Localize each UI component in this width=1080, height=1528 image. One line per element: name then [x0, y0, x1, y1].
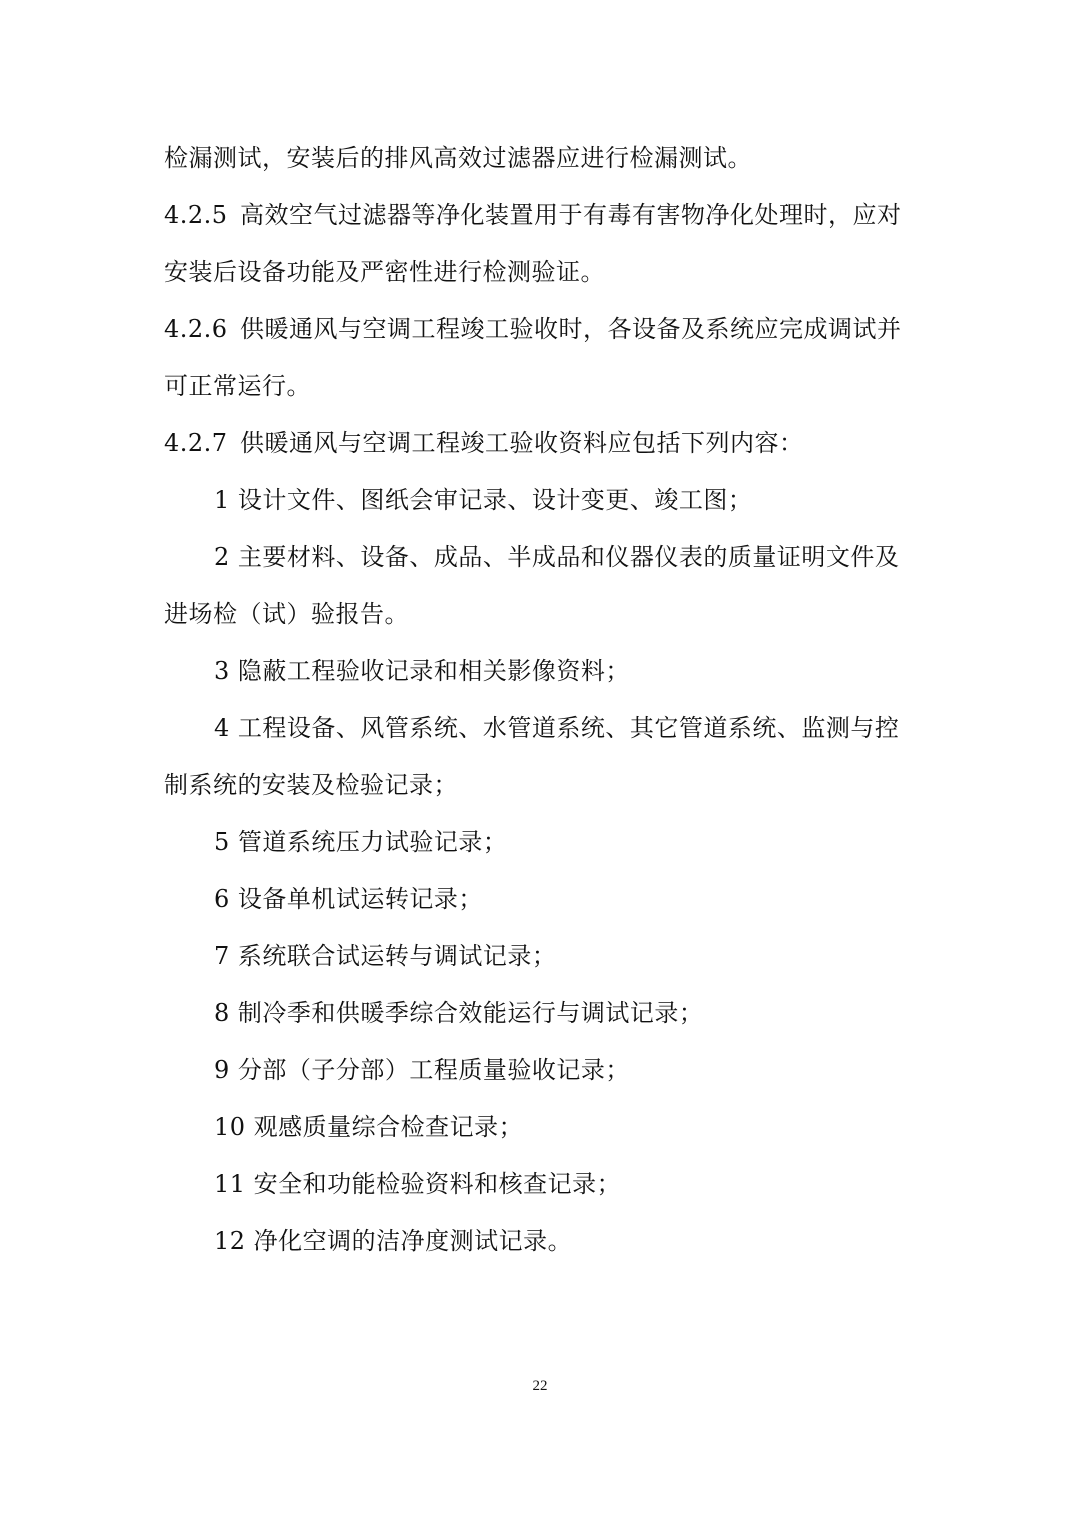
list-item-10 [164, 1099, 924, 1156]
list-item-6 [164, 871, 924, 928]
list-item-text: 6 设备单机试运转记录； [214, 885, 483, 913]
list-item-9 [164, 1042, 924, 1099]
clause-number: 4.2.6 [164, 315, 228, 343]
clause-text: 供暖通风与空调工程竣工验收时，各设备及系统应完成调试并 [240, 315, 902, 343]
list-item-8 [164, 985, 924, 1042]
page-number: 22 [532, 1378, 548, 1394]
list-item-11 [164, 1156, 924, 1213]
clause-4-2-6 [164, 301, 924, 358]
clause-4-2-5-continued [164, 244, 924, 301]
list-item-7 [164, 928, 924, 985]
list-item-text: 进场检（试）验报告。 [164, 600, 409, 628]
list-item-5 [164, 814, 924, 871]
clause-text: 可正常运行。 [164, 372, 311, 400]
list-item-text: 8 制冷季和供暖季综合效能运行与调试记录； [214, 999, 704, 1027]
clause-text: 安装后设备功能及严密性进行检测验证。 [164, 258, 605, 286]
clause-4-2-5 [164, 187, 924, 244]
list-item-4 [164, 700, 924, 757]
list-item-4-continued [164, 757, 924, 814]
paragraph-text: 检漏测试，安装后的排风高效过滤器应进行检漏测试。 [164, 144, 752, 172]
list-item-2-continued [164, 586, 924, 643]
list-item-1 [164, 472, 924, 529]
list-item-12 [164, 1213, 924, 1270]
list-item-text: 4 工程设备、风管系统、水管道系统、其它管道系统、监测与控 [214, 714, 900, 742]
list-item-text: 11 安全和功能检验资料和核查记录； [214, 1170, 622, 1198]
list-item-text: 3 隐蔽工程验收记录和相关影像资料； [214, 657, 630, 685]
list-item-text: 7 系统联合试运转与调试记录； [214, 942, 557, 970]
clause-number: 4.2.5 [164, 201, 228, 229]
paragraph-continuation [164, 130, 924, 187]
list-item-text: 9 分部（子分部）工程质量验收记录； [214, 1056, 630, 1084]
clause-text: 高效空气过滤器等净化装置用于有毒有害物净化处理时，应对 [240, 201, 902, 229]
list-item-text: 1 设计文件、图纸会审记录、设计变更、竣工图； [214, 486, 753, 514]
list-item-text: 2 主要材料、设备、成品、半成品和仪器仪表的质量证明文件及 [214, 543, 900, 571]
clause-number: 4.2.7 [164, 429, 228, 457]
list-item-text: 制系统的安装及检验记录； [164, 771, 458, 799]
page-body [164, 130, 924, 1270]
clause-4-2-7 [164, 415, 924, 472]
list-item-text: 10 观感质量综合检查记录； [214, 1113, 524, 1141]
list-item-3 [164, 643, 924, 700]
list-item-text: 5 管道系统压力试验记录； [214, 828, 508, 856]
clause-text: 供暖通风与空调工程竣工验收资料应包括下列内容： [240, 429, 804, 457]
clause-4-2-6-continued [164, 358, 924, 415]
list-item-text: 12 净化空调的洁净度测试记录。 [214, 1227, 573, 1255]
list-item-2 [164, 529, 924, 586]
